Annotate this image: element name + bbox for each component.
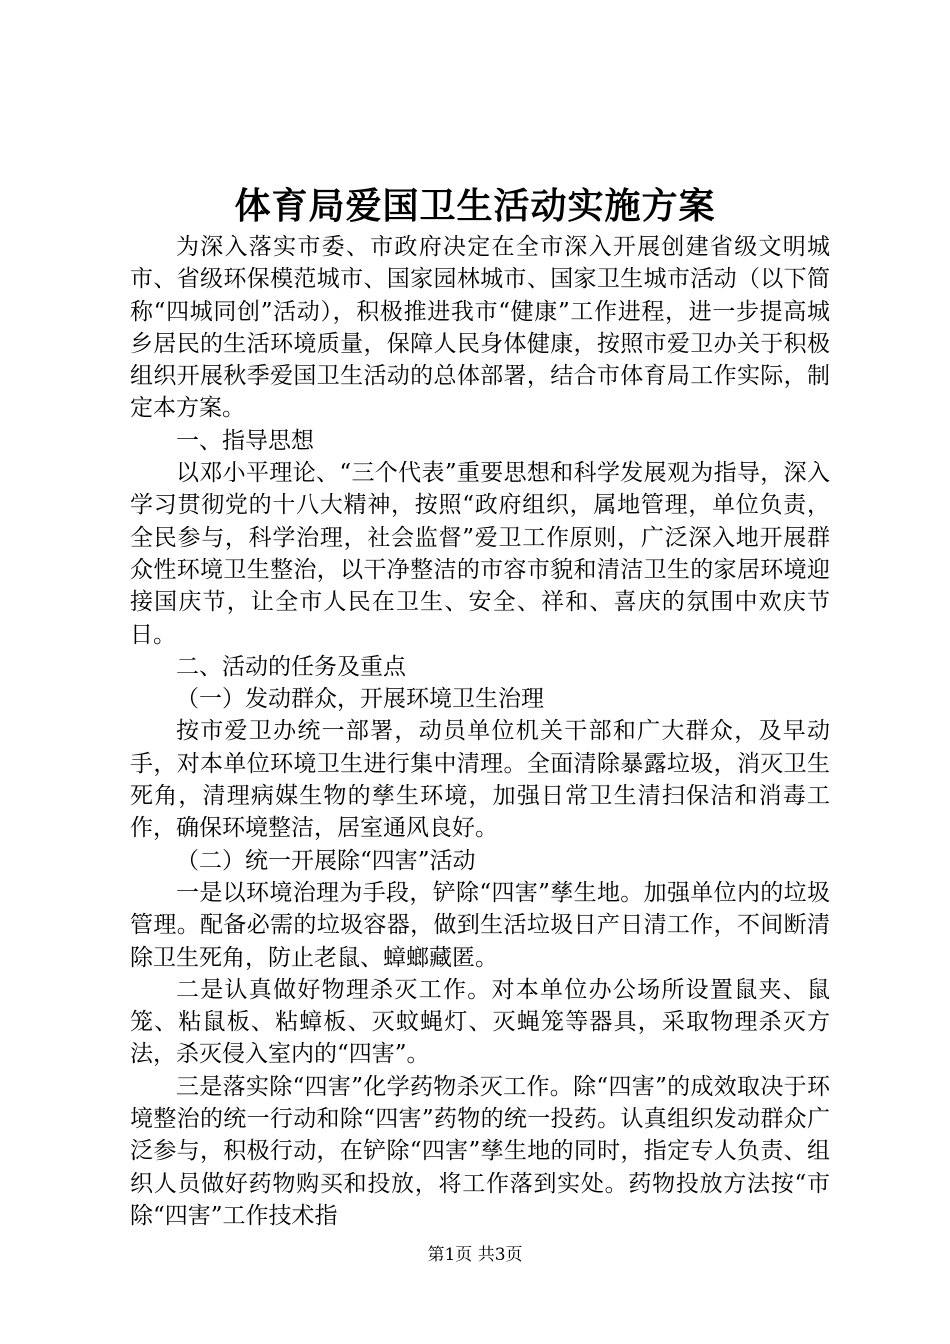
heading-tasks: 二、活动的任务及重点 <box>176 653 406 680</box>
paragraph-second-measure: 二是认真做好物理杀灭工作。对本单位办公场所设置鼠夹、鼠笼、粘鼠板、粘蟑板、灭蚊蝇灯、灭蝇笼等器具，采取物理杀灭方法，杀灭侵入室内的“四害”。 <box>130 976 830 1068</box>
subheading-mobilize: （一）发动群众，开展环境卫生治理 <box>176 686 544 713</box>
paragraph-mobilize: 按市爱卫办统一部署，动员单位机关干部和广大群众，及早动手，对本单位环境卫生进行集中清理。全面清除暴露垃圾，消灭卫生死角，清理病媒生物的孳生环境，加强日常卫生清扫保洁和消毒工作，确保环境整洁，居室通风良好。 <box>130 718 830 842</box>
document-title: 体育局爱国卫生活动实施方案 <box>234 185 716 227</box>
paragraph-guiding-thought: 以邓小平理论、“三个代表”重要思想和科学发展观为指导，深入学习贯彻党的十八大精神，按照“政府组织，属地管理，单位负责，全民参与，科学治理，社会监督”爱卫工作原则，广泛深入地开展群众性环境卫生整治，以干净整洁的市容市貌和清洁卫生的家居环境迎接国庆节，让全市人民在卫生、安全、祥和、喜庆的氛围中欢庆节日。 <box>130 460 830 648</box>
paragraph-third-measure: 三是落实除“四害”化学药物杀灭工作。除“四害”的成效取决于环境整治的统一行动和除“四害”药物的统一投药。认真组织发动群众广泛参与，积极行动，在铲除“四害”孳生地的同时，指定专人负责、组织人员做好药物购买和投放，将工作落到实处。药物投放方法按“市除“四害”工作技术指 <box>130 1073 830 1229</box>
page-footer: 第1页 共3页 <box>427 1245 523 1265</box>
paragraph-first-measure: 一是以环境治理为手段，铲除“四害”孳生地。加强单位内的垃圾管理。配备必需的垃圾容器，做到生活垃圾日产日清工作，不间断清除卫生死角，防止老鼠、蟑螂藏匿。 <box>130 879 830 971</box>
heading-guiding-thought: 一、指导思想 <box>176 427 314 454</box>
document-body <box>130 231 830 1232</box>
paragraph-intro: 为深入落实市委、市政府决定在全市深入开展创建省级文明城市、省级环保模范城市、国家园林城市、国家卫生城市活动（以下简称“四城同创”活动），积极推进我市“健康”工作进程，进一步提高城乡居民的生活环境质量，保障人民身体健康，按照市爱卫办关于积极组织开展秋季爱国卫生活动的总体部署，结合市体育局工作实际，制定本方案。 <box>130 234 830 422</box>
subheading-four-pests: （二）统一开展除“四害”活动 <box>176 847 476 874</box>
